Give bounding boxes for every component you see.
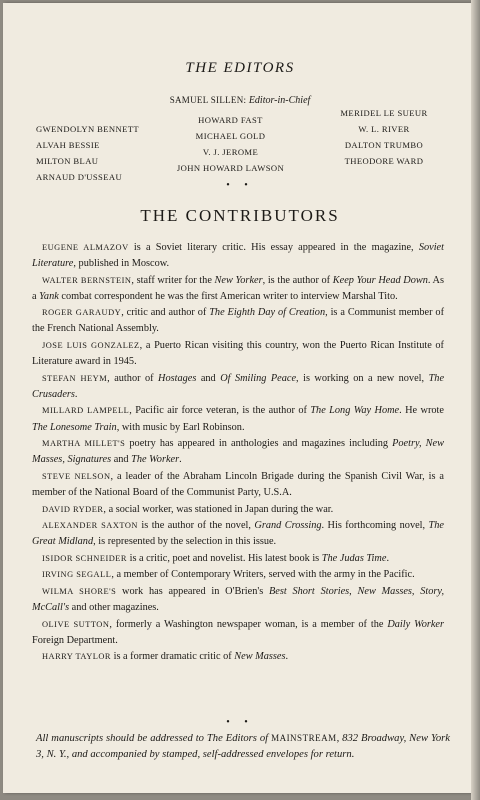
- contributor-bio-text: .: [179, 454, 182, 466]
- page-edge-shadow: [471, 0, 480, 800]
- editor-name: MICHAEL GOLD: [195, 131, 266, 141]
- contributor-bio-text: .: [74, 388, 78, 400]
- editor-in-chief-role: Editor-in-Chief: [248, 95, 311, 106]
- contributors-list: [32, 240, 444, 666]
- contributor-bio-text: is the author of the novel,: [137, 520, 255, 532]
- contributor-italic-title: New Masses, Story, McCall's: [32, 585, 445, 614]
- editor-name: HOWARD FAST: [198, 115, 263, 125]
- contributor-bio-text: and: [111, 454, 132, 466]
- contributor-name: DAVID RYDER: [42, 504, 104, 514]
- contributor-name: STEVE NELSON: [42, 471, 111, 481]
- contributor-bio-text: and: [196, 372, 221, 384]
- editor-name: W. L. RIVER: [358, 124, 410, 134]
- contributor-bio-text: , a Puerto Rican visiting this country, won the Puerto Rican Institute of Literature award in 1945.: [32, 340, 444, 368]
- submission-note-text: All manuscripts should be addressed to The Editors of: [36, 733, 272, 744]
- contributor-bio-text: , Pacific air force veteran, is the author of: [129, 405, 311, 417]
- contributor-italic-title: Hostages: [158, 372, 197, 384]
- contributor-bio-text: .: [386, 552, 390, 564]
- contributor-italic-title: Of Smiling Peace: [220, 372, 297, 384]
- contributor-bio-text: . As a: [32, 274, 444, 302]
- contributor-entry: [32, 240, 444, 273]
- contributor-entry: [32, 371, 444, 404]
- editor-name: MILTON BLAU: [36, 156, 99, 166]
- contributor-bio-text: is a Soviet literary critic. His essay appeared in the magazine,: [128, 242, 419, 253]
- contributor-bio-text: is a critic, poet and novelist. His latest book is: [127, 552, 322, 564]
- contributor-name: JOSE LUIS GONZALEZ: [42, 341, 140, 351]
- contributor-entry: [32, 436, 444, 469]
- contributor-italic-title: The Great Midland: [32, 520, 444, 548]
- contributor-entry: [32, 502, 444, 519]
- contributor-entry: [32, 518, 444, 551]
- contributors-heading: THE CONTRIBUTORS: [140, 206, 340, 225]
- contributor-entry: [32, 551, 444, 568]
- contributor-bio-text: . His forthcoming novel,: [321, 520, 429, 532]
- contributor-italic-title: Grand Crossing: [254, 520, 322, 532]
- contributor-italic-title: The Crusaders: [32, 372, 445, 400]
- section-separator: • •: [226, 180, 254, 191]
- editor-name: MERIDEL LE SUEUR: [340, 108, 428, 118]
- contributor-bio-text: , staff writer for the: [131, 274, 215, 286]
- contributor-italic-title: Yank: [39, 290, 59, 302]
- footer-separator: • •: [226, 717, 254, 728]
- contributor-bio-text: , is the author of: [262, 274, 333, 286]
- contributor-entry: [32, 649, 444, 666]
- contributor-italic-title: Best Short Stories: [268, 585, 350, 597]
- editor-name: ARNAUD D'USSEAU: [36, 172, 123, 182]
- contributor-bio-text: and other magazines.: [69, 602, 159, 614]
- editors-column-right: [328, 105, 440, 169]
- contributor-bio-text: poetry has appeared in anthologies and magazines including: [125, 438, 393, 450]
- contributor-name: OLIVE SUTTON: [42, 619, 110, 629]
- editors-column-left: [36, 121, 139, 185]
- contributor-name: ISIDOR SCHNEIDER: [42, 553, 128, 563]
- editors-column-center: [143, 112, 318, 176]
- contributor-italic-title: The Eighth Day of Creation: [209, 307, 326, 319]
- contributor-italic-title: The Lonesome Train: [32, 421, 117, 433]
- contributor-name: WILMA SHORE'S: [42, 586, 117, 596]
- contributor-name: STEFAN HEYM: [42, 373, 108, 383]
- contributor-name: ALEXANDER SAXTON: [42, 521, 138, 531]
- contributor-italic-title: The Judas Time: [321, 552, 387, 564]
- editor-name: THEODORE WARD: [344, 156, 424, 166]
- contributor-italic-title: Poetry, New Masses, Signatures: [32, 438, 444, 466]
- contributor-italic-title: Soviet Literature: [32, 242, 444, 270]
- contributor-bio-text: , a leader of the Abraham Lincoln Brigade during the Spanish Civil War, is a member of the National Board of the Communist Party, U.S.A.: [32, 470, 444, 498]
- contributor-italic-title: The Worker: [131, 454, 180, 466]
- editor-in-chief-name: SAMUEL SILLEN:: [169, 95, 247, 105]
- editor-name: JOHN HOWARD LAWSON: [176, 163, 285, 173]
- contributor-name: MILLARD LAMPELL: [42, 406, 130, 416]
- contributor-bio-text: , is a Communist member of the French National Assembly.: [32, 307, 444, 335]
- contributor-bio-text: .: [285, 651, 289, 663]
- contributor-name: IRVING SEGALL: [42, 570, 112, 580]
- contributor-bio-text: Foreign Department.: [32, 634, 118, 646]
- contributor-entry: [32, 567, 444, 584]
- contributor-bio-text: ,: [349, 585, 358, 597]
- contributor-bio-text: , a member of Contemporary Writers, served with the army in the Pacific.: [111, 569, 415, 581]
- editor-name: GWENDOLYN BENNETT: [36, 124, 140, 134]
- contributor-name: ROGER GARAUDY: [42, 308, 122, 318]
- contributor-bio-text: is a former dramatic critic of: [111, 651, 235, 663]
- contributor-entry: [32, 617, 444, 650]
- contributor-entry: [32, 338, 444, 371]
- contributor-name: WALTER BERNSTEIN: [42, 275, 132, 285]
- contributor-bio-text: combat correspondent he was the first American writer to interview Marshal Tito.: [58, 290, 398, 302]
- contributor-bio-text: , critic and author of: [121, 307, 210, 319]
- contributor-name: HARRY TAYLOR: [42, 652, 112, 662]
- editor-name: DALTON TRUMBO: [344, 140, 424, 150]
- contributor-italic-title: Daily Worker: [387, 618, 445, 630]
- contributor-italic-title: Keep Your Head Down: [332, 274, 428, 286]
- contributor-italic-title: New Yorker: [214, 274, 263, 286]
- contributor-bio-text: , is represented by the selection in this issue.: [93, 536, 277, 548]
- contributor-bio-text: . He wrote: [399, 405, 444, 417]
- contributor-bio-text: work has appeared in O'Brien's: [116, 585, 269, 597]
- magazine-name: MAINSTREAM: [271, 733, 337, 743]
- contributor-name: EUGENE ALMAZOV: [42, 243, 129, 252]
- contributor-entry: [32, 403, 444, 436]
- editors-heading: THE EDITORS: [185, 60, 295, 76]
- submission-note-text: , 832 Broadway, New York 3, N. Y., and accompanied by stamped, self-addressed envelopes for return.: [36, 733, 450, 760]
- contributor-entry: [32, 305, 444, 338]
- contributor-entry: [32, 584, 444, 617]
- contributor-italic-title: New Masses: [234, 651, 286, 663]
- contributor-bio-text: , with music by Earl Robinson.: [116, 421, 245, 433]
- contributor-italic-title: The Long Way Home: [310, 405, 400, 417]
- contributor-entry: [32, 469, 444, 502]
- contributor-name: MARTHA MILLET'S: [42, 439, 126, 449]
- contributor-bio-text: , formerly a Washington newspaper woman, is a member of the: [109, 618, 388, 630]
- contributor-bio-text: , is working on a new novel,: [296, 372, 429, 384]
- contributor-bio-text: , author of: [107, 372, 159, 384]
- editor-name: ALVAH BESSIE: [36, 140, 100, 150]
- contributor-bio-text: , published in Moscow.: [73, 258, 170, 270]
- contributor-bio-text: , a social worker, was stationed in Japan during the war.: [103, 503, 334, 515]
- contributor-entry: [32, 273, 444, 306]
- editor-name: V. J. JEROME: [202, 147, 259, 157]
- submission-note: [36, 730, 450, 763]
